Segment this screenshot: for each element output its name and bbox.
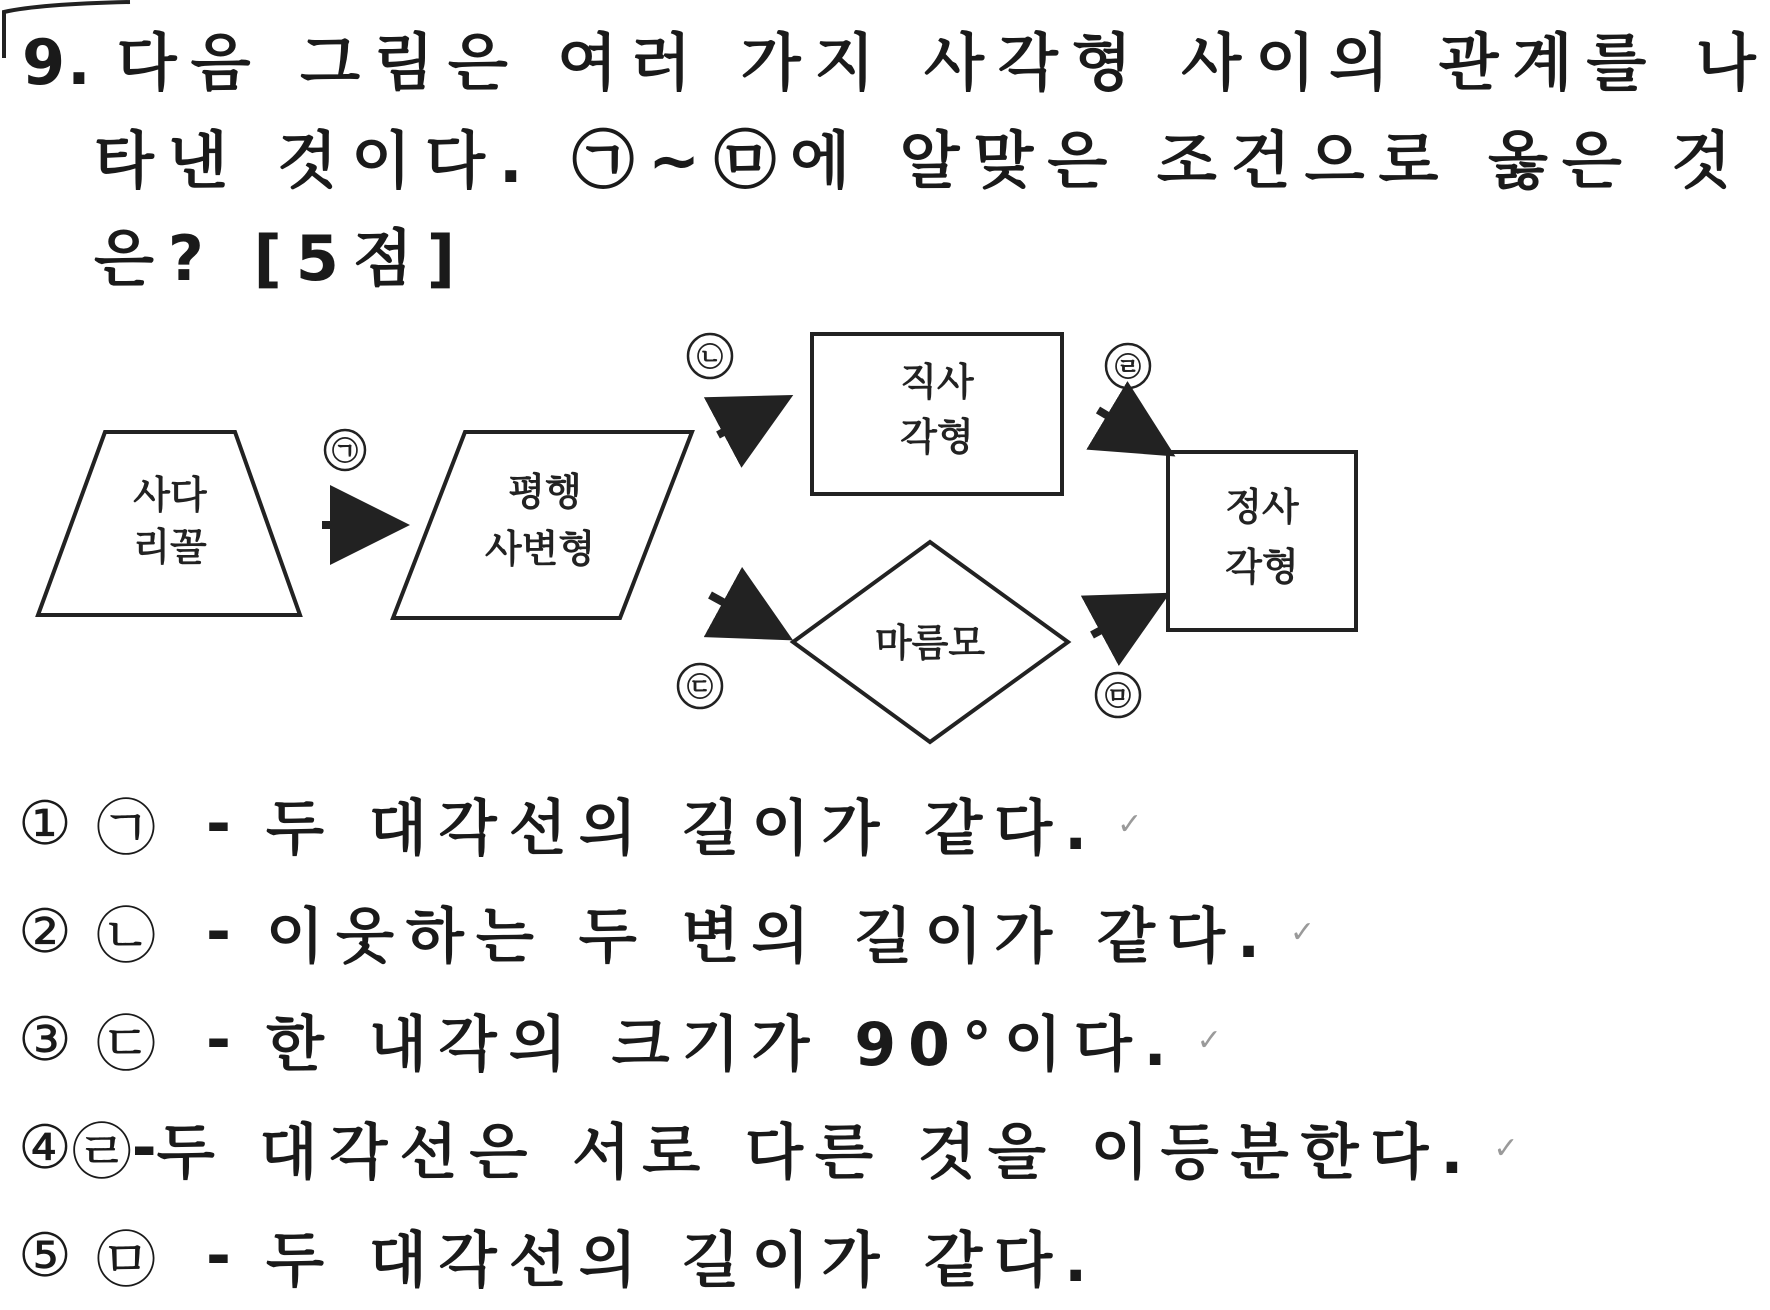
- diagram-svg: [0, 320, 1471, 760]
- question-line-1: [22, 14, 1770, 112]
- choice-dash: -: [206, 897, 231, 967]
- choice-dash: -: [131, 1113, 157, 1183]
- choice-2[interactable]: [18, 878, 1458, 986]
- rectangle-shape: [812, 334, 1062, 494]
- choice-label: ㉠: [96, 794, 156, 864]
- choice-5[interactable]: [18, 1202, 1458, 1310]
- square-label-1: 정사: [1225, 485, 1299, 529]
- question-text-1: 다음 그림은 여러 가지 사각형 사이의 관계를 나: [116, 26, 1770, 99]
- choice-1[interactable]: [18, 770, 1458, 878]
- arrow-d: [1098, 344, 1150, 440]
- choice-dash: -: [206, 1221, 231, 1291]
- label-e: ㉤: [1104, 682, 1132, 712]
- choice-label: ㉡: [96, 902, 156, 972]
- arrow-c: [678, 595, 765, 708]
- choice-dash: -: [206, 1005, 231, 1075]
- choice-text: 두 대각선의 길이가 같다.: [266, 1226, 1100, 1296]
- choice-3[interactable]: [18, 986, 1458, 1094]
- check-mark-icon: ✓: [1117, 806, 1143, 842]
- arrow-a: [322, 430, 378, 525]
- question-number: 9.: [22, 26, 93, 99]
- square-label-2: 각형: [1225, 545, 1299, 589]
- parallelogram-shape: [393, 432, 692, 618]
- question: [22, 14, 1770, 308]
- choice-text: 두 대각선의 길이가 같다.: [266, 794, 1100, 864]
- answer-choices: [18, 770, 1519, 1310]
- choice-number: ④: [18, 1113, 72, 1183]
- question-line-3: 은? [5점]: [94, 222, 470, 295]
- rhombus-label: 마름모: [874, 621, 986, 665]
- trapezoid-label-2: 리꼴: [133, 525, 207, 569]
- label-c: ㉢: [686, 673, 714, 703]
- choice-text: 한 내각의 크기가 90°이다.: [266, 1010, 1179, 1080]
- trapezoid-shape: [38, 432, 300, 615]
- parallelogram-label-1: 평행: [508, 470, 582, 514]
- rhombus-shape: [793, 542, 1068, 742]
- choice-number: ⑤: [18, 1221, 72, 1291]
- choice-dash: -: [206, 789, 231, 859]
- choice-label: ㉢: [96, 1010, 156, 1080]
- label-d: ㉣: [1114, 353, 1142, 383]
- choice-number: ①: [18, 789, 72, 859]
- choice-number: ②: [18, 897, 72, 967]
- choice-label: ㉤: [96, 1226, 156, 1296]
- quadrilateral-diagram: [0, 320, 1471, 760]
- parallelogram-label-2: 사변형: [484, 527, 596, 571]
- question-line-2: 타낸 것이다. ㉠~㉤에 알맞은 조건으로 옳은 것: [94, 124, 1746, 197]
- label-a: ㉠: [331, 437, 359, 467]
- arrow-e: [1092, 608, 1142, 717]
- trapezoid-label-1: 사다: [133, 473, 207, 517]
- choice-text: 두 대각선은 서로 다른 것을 이등분한다.: [156, 1118, 1476, 1188]
- label-b: ㉡: [696, 343, 724, 373]
- choice-label: ㉣: [71, 1118, 132, 1188]
- check-mark-icon: ✓: [1196, 1022, 1222, 1058]
- choice-text: 이웃하는 두 변의 길이가 같다.: [266, 902, 1272, 972]
- check-mark-icon: ✓: [1289, 914, 1316, 950]
- rectangle-label-1: 직사: [900, 360, 974, 404]
- check-mark-icon: ✓: [1493, 1130, 1519, 1166]
- square-shape: [1168, 452, 1356, 630]
- choice-number: ③: [18, 1005, 72, 1075]
- choice-4[interactable]: [18, 1094, 1519, 1202]
- arrow-b: [688, 334, 765, 435]
- rectangle-label-2: 각형: [900, 415, 974, 459]
